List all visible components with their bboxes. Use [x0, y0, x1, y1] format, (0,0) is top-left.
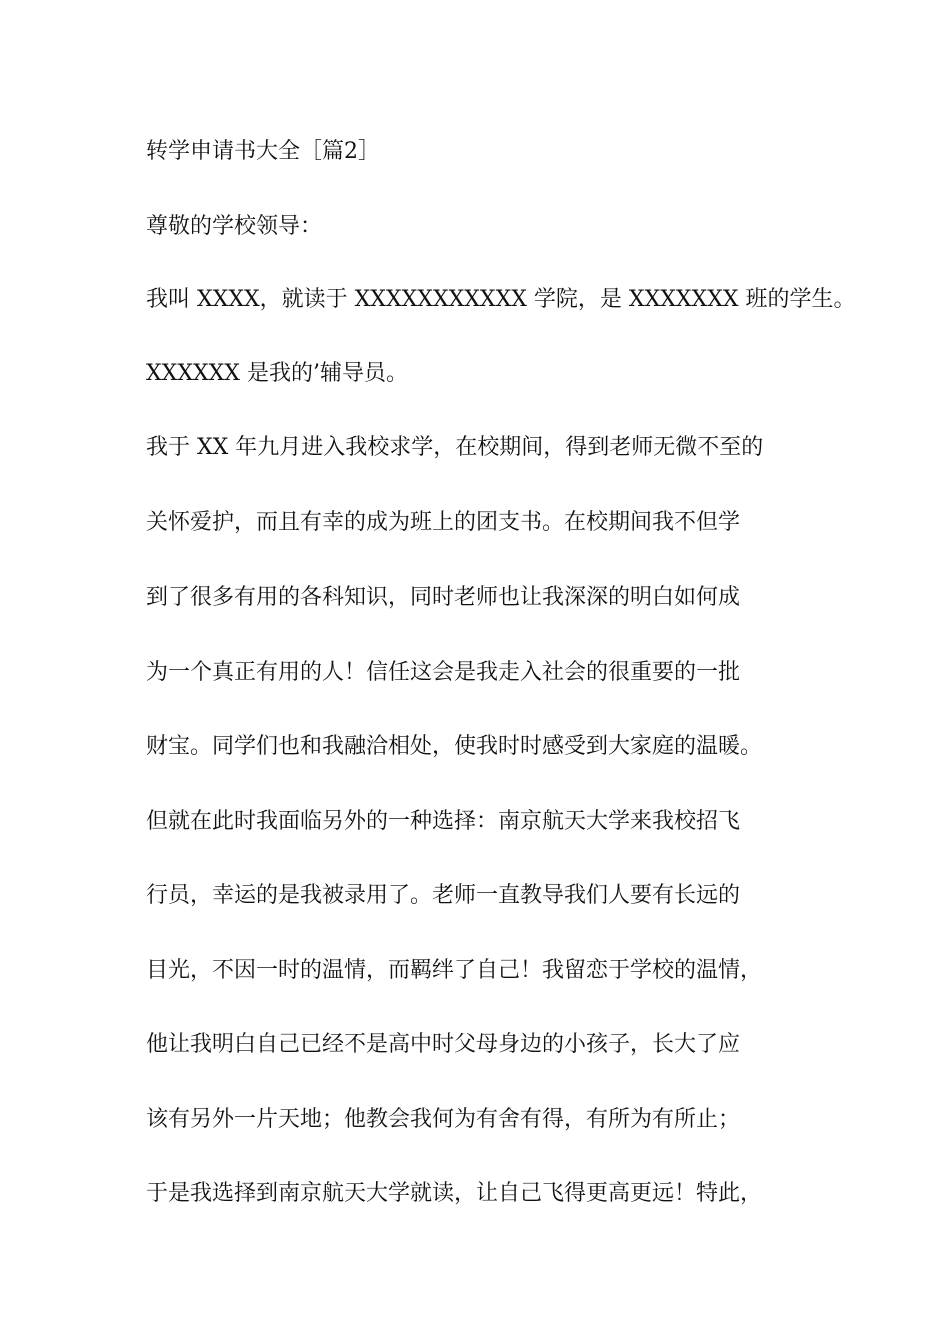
body-line: 关怀爱护，而且有幸的成为班上的团支书。在校期间我不但学: [146, 510, 741, 535]
document-title: 转学申请书大全［篇2］: [146, 139, 380, 164]
body-line: 我于 XX 年九月进入我校求学，在校期间，得到老师无微不至的: [146, 435, 764, 460]
body-line: 行员，幸运的是我被录用了。老师一直教导我们人要有长远的: [146, 883, 741, 908]
body-line: 于是我选择到南京航天大学就读，让自己飞得更高更远！特此，: [146, 1181, 763, 1206]
body-line: 目光，不因一时的温情，而羁绊了自己！我留恋于学校的温情，: [146, 958, 763, 983]
body-line: 我叫 XXXX，就读于 XXXXXXXXXXX 学院，是 XXXXXXX 班的学生。: [146, 287, 856, 312]
body-line: XXXXXX 是我的’辅导员。: [146, 361, 408, 386]
salutation: 尊敬的学校领导：: [146, 214, 323, 239]
body-line: 但就在此时我面临另外的一种选择：南京航天大学来我校招飞: [146, 809, 741, 834]
body-line: 为一个真正有用的人！信任这会是我走入社会的很重要的一批: [146, 660, 741, 685]
body-line: 到了很多有用的各科知识，同时老师也让我深深的明白如何成: [146, 585, 741, 610]
body-line: 该有另外一片天地；他教会我何为有舍有得，有所为有所止；: [146, 1107, 741, 1132]
body-line: 财宝。同学们也和我融洽相处，使我时时感受到大家庭的温暖。: [146, 734, 763, 759]
body-line: 他让我明白自己已经不是高中时父母身边的小孩子，长大了应: [146, 1032, 741, 1057]
